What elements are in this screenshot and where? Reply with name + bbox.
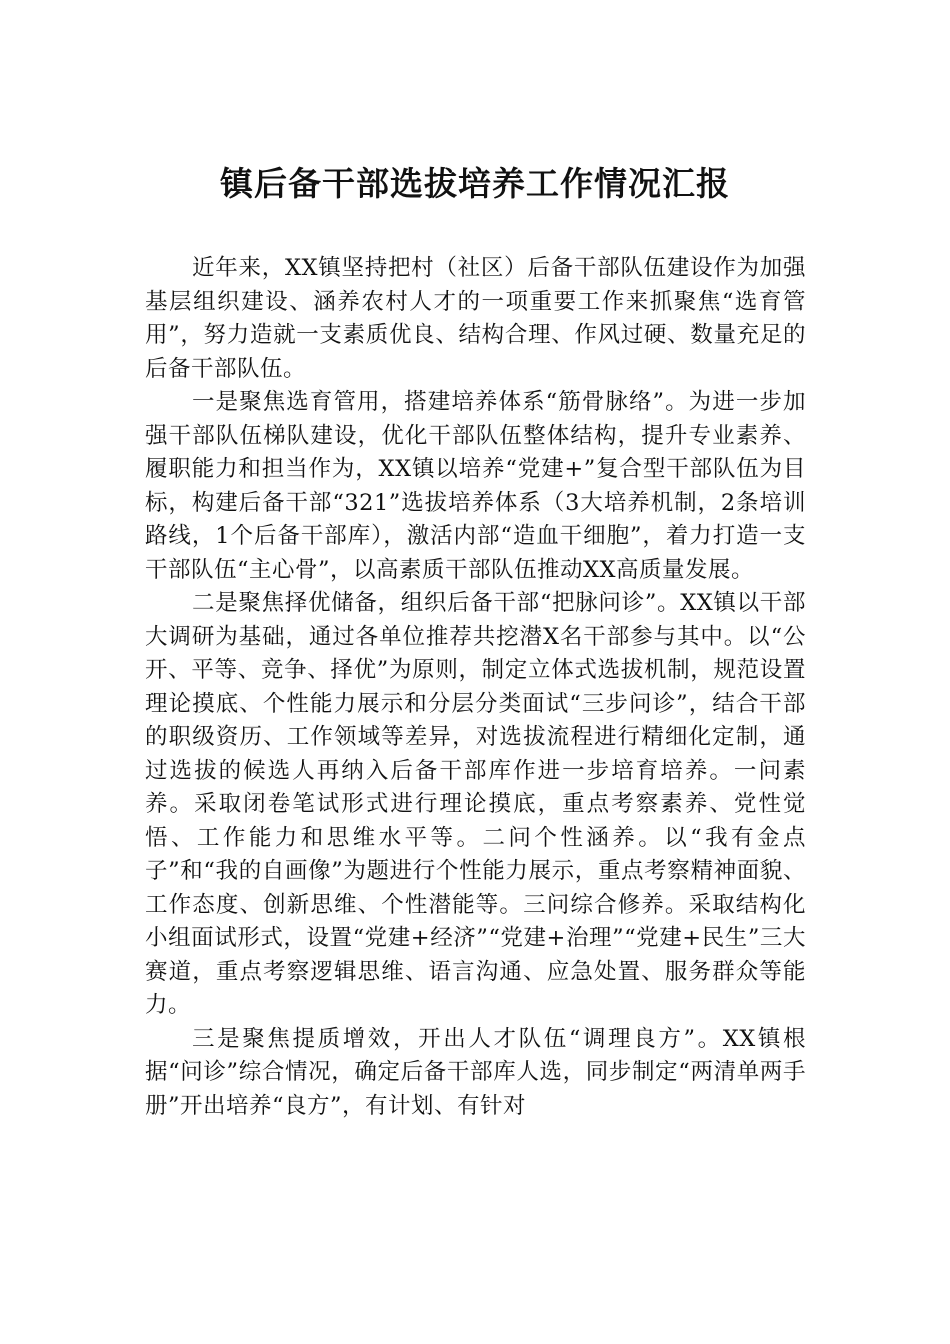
paragraph-three: 三是聚焦提质增效，开出人才队伍“调理良方”。XX镇根据“问诊”综合情况，确定后备干部库人选，同步制定“两清单两手册”开出培养“良方”，有计划、有针对	[145, 1025, 806, 1119]
paragraph-two: 二是聚焦择优储备，组织后备干部“把脉问诊”。XX镇以干部大调研为基础，通过各单位推荐共挖潜X名干部参与其中。以“公开、平等、竞争、择优”为原则，制定立体式选拔机制，规范设置理论摸底、个性能力展示和分层分类面试“三步问诊”，结合干部的职级资历、工作领域等差异，对选拔流程进行精细化定制，通过选拔的候选人再纳入后备干部库作进一步培育培养。一问素养。采取闭卷笔试形式进行理论摸底，重点考察素养、党性觉悟、工作能力和思维水平等。二问个性涵养。以“我有金点子”和“我的自画像”为题进行个性能力展示，重点考察精神面貌、工作态度、创新思维、个性潜能等。三问综合修养。采取结构化小组面试形式，设置“党建+经济”“党建+治理”“党建+民生”三大赛道，重点考察逻辑思维、语言沟通、应急处置、服务群众等能力。	[145, 590, 806, 1018]
document-title: 镇后备干部选拔培养工作情况汇报	[220, 164, 730, 203]
document-body	[145, 252, 806, 1140]
paragraph-one: 一是聚焦选育管用，搭建培养体系“筋骨脉络”。为进一步加强干部队伍梯队建设，优化干部队伍整体结构，提升专业素养、履职能力和担当作为，XX镇以培养“党建+”复合型干部队伍为目标，构建后备干部“321”选拔培养体系（3大培养机制，2条培训路线，1个后备干部库），激活内部“造血干细胞”，着力打造一支干部队伍“主心骨”，以高素质干部队伍推动XX高质量发展。	[145, 389, 806, 583]
paragraph-intro: 近年来，XX镇坚持把村（社区）后备干部队伍建设作为加强基层组织建设、涵养农村人才的一项重要工作来抓聚焦“选育管用”，努力造就一支素质优良、结构合理、作风过硬、数量充足的后备干部队伍。	[145, 255, 806, 382]
